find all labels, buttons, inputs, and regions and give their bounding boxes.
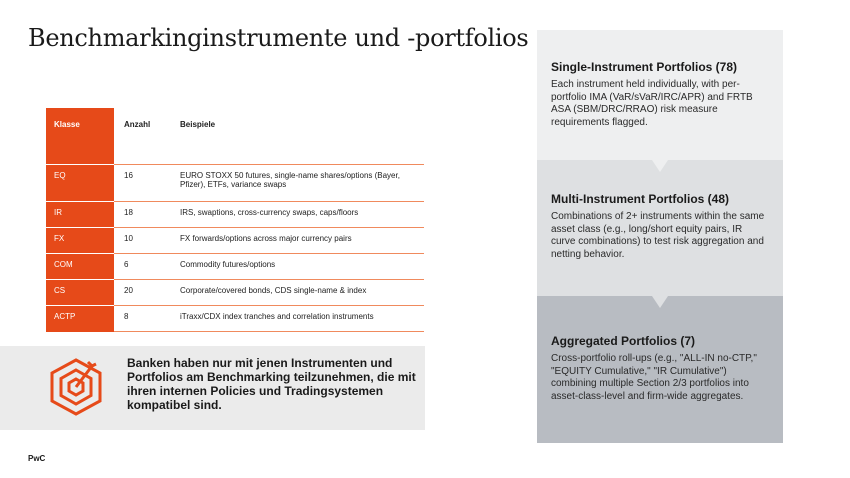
cell-klasse: ACTP bbox=[46, 306, 114, 332]
cell-klasse: COM bbox=[46, 254, 114, 280]
page-title: Benchmarkinginstrumente und -portfolios bbox=[28, 24, 529, 52]
cell-beispiele: EURO STOXX 50 futures, single-name shares/options (Bayer, Pfizer), ETFs, variance swaps bbox=[170, 165, 424, 202]
target-hexagon-icon bbox=[48, 356, 104, 418]
cell-klasse: IR bbox=[46, 202, 114, 228]
pwc-logo: PwC bbox=[28, 454, 46, 463]
table-row bbox=[46, 254, 424, 280]
header-beispiele: Beispiele bbox=[180, 120, 216, 129]
panel-body: Cross-portfolio roll-ups (e.g., "ALL-IN no-CTP," "EQUITY Cumulative," "IR Cumulative") combining multiple Section 2/3 portfolios into asset-class-level and firm-wide aggregates. bbox=[551, 353, 757, 402]
table-row bbox=[46, 228, 424, 254]
header-anzahl: Anzahl bbox=[124, 120, 151, 129]
cell-anzahl: 18 bbox=[114, 202, 170, 228]
cell-klasse: CS bbox=[46, 280, 114, 306]
panel-body: Each instrument held individually, with per-portfolio IMA (VaR/sVaR/IRC/APR) and FRTB ASA (SBM/DRC/RRAO) risk measure requirements flagged. bbox=[551, 79, 753, 128]
panel-multi-instrument bbox=[537, 160, 783, 296]
table-row bbox=[46, 306, 424, 332]
panel-aggregated bbox=[537, 296, 783, 443]
cell-anzahl: 10 bbox=[114, 228, 170, 254]
table-row bbox=[46, 280, 424, 306]
panel-notch bbox=[652, 296, 668, 308]
cell-beispiele: IRS, swaptions, cross-currency swaps, caps/floors bbox=[170, 202, 424, 228]
panel-notch bbox=[652, 160, 668, 172]
cell-klasse: FX bbox=[46, 228, 114, 254]
benchmark-table bbox=[46, 108, 424, 332]
cell-klasse: EQ bbox=[46, 165, 114, 202]
panel-heading: Aggregated Portfolios (7) bbox=[551, 334, 696, 348]
panel-body: Combinations of 2+ instruments within the same asset class (e.g., long/short equity pairs, IR curve combinations) to test risk aggregation and netting behavior. bbox=[551, 211, 765, 260]
cell-anzahl: 16 bbox=[114, 165, 170, 202]
panel-single-instrument bbox=[537, 30, 783, 160]
callout-box bbox=[0, 346, 425, 430]
table-row bbox=[46, 202, 424, 228]
table-header-row bbox=[46, 108, 424, 165]
cell-beispiele: Commodity futures/options bbox=[170, 254, 424, 280]
header-klasse: Klasse bbox=[46, 108, 114, 165]
panel-heading: Multi-Instrument Portfolios (48) bbox=[551, 192, 729, 206]
cell-beispiele: FX forwards/options across major currency pairs bbox=[170, 228, 424, 254]
callout-text: Banken haben nur mit jenen Instrumenten und Portfolios am Benchmarking teilzunehmen, die mit ihren internen Policies und Tradingsystemen kompatibel sind. bbox=[127, 356, 416, 412]
table-row bbox=[46, 165, 424, 202]
cell-beispiele: iTraxx/CDX index tranches and correlation instruments bbox=[170, 306, 424, 332]
panel-heading: Single-Instrument Portfolios (78) bbox=[551, 60, 738, 74]
cell-anzahl: 6 bbox=[114, 254, 170, 280]
cell-anzahl: 20 bbox=[114, 280, 170, 306]
cell-beispiele: Corporate/covered bonds, CDS single-name & index bbox=[170, 280, 424, 306]
cell-anzahl: 8 bbox=[114, 306, 170, 332]
